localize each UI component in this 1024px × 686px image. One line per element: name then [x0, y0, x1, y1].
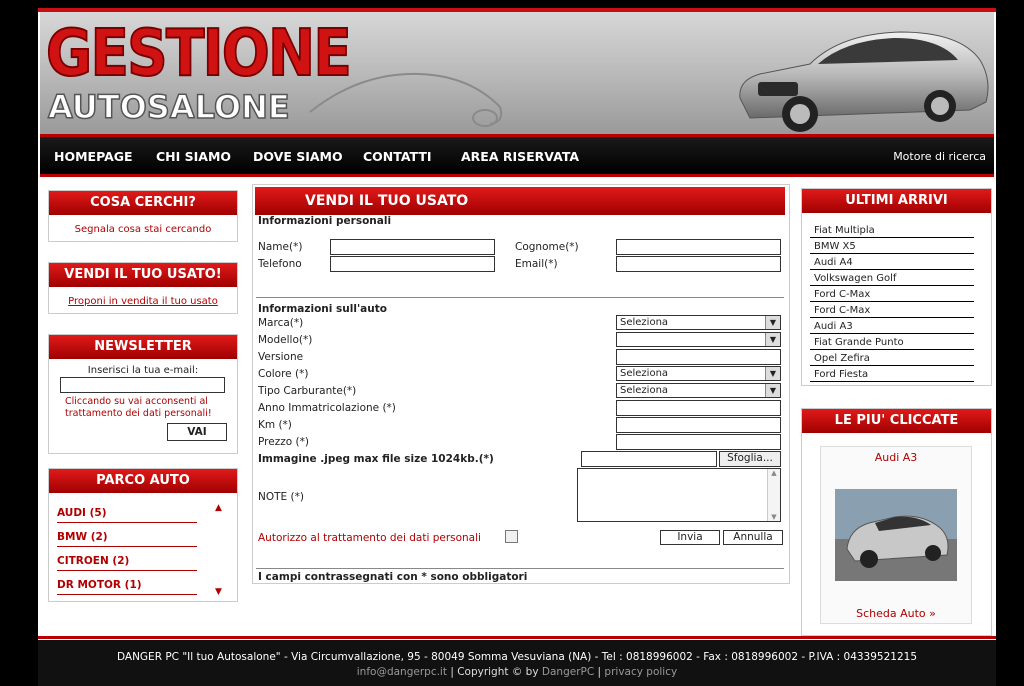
form-title: VENDI IL TUO USATO	[255, 187, 785, 215]
label-prezzo: Prezzo (*)	[258, 436, 309, 448]
chevron-down-icon: ▼	[765, 316, 780, 329]
parco-item-bmw[interactable]: BMW (2)	[57, 529, 197, 547]
versione-input[interactable]	[616, 349, 781, 365]
main-nav	[40, 137, 994, 174]
ultimi-arrivi-title: ULTIMI ARRIVI	[802, 189, 991, 213]
logo-gestione[interactable]: GESTIONE	[46, 17, 351, 91]
scroll-down-icon[interactable]: ▼	[771, 513, 777, 521]
ultimi-item[interactable]: Ford Fiesta	[810, 367, 974, 382]
colore-select-value: Seleziona	[620, 368, 669, 379]
proponi-link[interactable]: Proponi in vendita il tuo usato	[68, 296, 218, 307]
parco-auto-box	[48, 468, 238, 602]
carburante-select[interactable]	[616, 383, 781, 398]
newsletter-email-input[interactable]	[60, 377, 225, 393]
km-input[interactable]	[616, 417, 781, 433]
hero-car-image	[730, 20, 990, 134]
scheda-auto-link[interactable]: Scheda Auto »	[856, 607, 936, 620]
ultimi-item[interactable]: Ford C-Max	[810, 303, 974, 318]
name-input[interactable]	[330, 239, 495, 255]
ultimi-item[interactable]: Fiat Multipla	[810, 223, 974, 238]
label-email: Email(*)	[515, 258, 558, 270]
footer-sep: |	[597, 666, 602, 678]
annulla-button[interactable]: Annulla	[723, 530, 783, 545]
nav-homepage[interactable]: HOMEPAGE	[54, 149, 133, 164]
scroll-down-icon[interactable]: ▼	[215, 587, 222, 597]
note-textarea[interactable]	[577, 468, 781, 522]
file-path-input[interactable]	[581, 451, 717, 467]
label-cognome: Cognome(*)	[515, 241, 579, 253]
label-anno: Anno Immatricolazione (*)	[258, 402, 396, 414]
section-auto: Informazioni sull'auto	[258, 303, 387, 315]
featured-car-name[interactable]: Audi A3	[874, 451, 918, 464]
carburante-select-value: Seleziona	[620, 385, 669, 396]
footer-links	[38, 666, 996, 678]
section-personal: Informazioni personali	[258, 215, 392, 227]
cognome-input[interactable]	[616, 239, 781, 255]
chevron-down-icon: ▼	[765, 333, 780, 346]
prezzo-input[interactable]	[616, 434, 781, 450]
footer-brand[interactable]: DangerPC	[541, 666, 595, 678]
privacy-policy-link[interactable]: privacy policy	[604, 666, 678, 678]
chevron-down-icon: ▼	[765, 367, 780, 380]
car-outline-graphic	[300, 52, 520, 132]
footer-red-line	[38, 636, 996, 639]
textarea-scrollbar[interactable]: ▲ ▼	[767, 469, 780, 521]
ultimi-item[interactable]: Audi A3	[810, 319, 974, 334]
cosa-cerchi-title: COSA CERCHI?	[49, 191, 237, 215]
sfoglia-button[interactable]: Sfoglia...	[719, 451, 781, 467]
piu-cliccate-title: LE PIU' CLICCATE	[802, 409, 991, 433]
segnala-link[interactable]: Segnala cosa stai cercando	[74, 224, 212, 235]
marca-select-value: Seleziona	[620, 317, 669, 328]
footer-address: DANGER PC "Il tuo Autosalone" - Via Circumvallazione, 95 - 80049 Somma Vesuviana (NA) - Tel : 0818996002 - Fax : 0818996002 - P.IVA : 04339521215	[116, 651, 918, 663]
header-banner	[40, 12, 994, 134]
page	[38, 8, 996, 686]
autorizzo-checkbox[interactable]	[505, 530, 518, 543]
vendi-box	[48, 262, 238, 314]
marca-select[interactable]	[616, 315, 781, 330]
footer-email[interactable]: info@dangerpc.it	[356, 666, 447, 678]
anno-input[interactable]	[616, 400, 781, 416]
chevron-down-icon: ▼	[765, 384, 780, 397]
ultimi-item[interactable]: Opel Zefira	[810, 351, 974, 366]
ultimi-item[interactable]: Fiat Grande Punto	[810, 335, 974, 350]
label-immagine: Immagine .jpeg max file size 1024kb.(*)	[258, 453, 494, 465]
divider	[256, 568, 784, 569]
parco-auto-title: PARCO AUTO	[49, 469, 237, 493]
parco-item-drmotor[interactable]: DR MOTOR (1)	[57, 577, 197, 595]
label-km: Km (*)	[258, 419, 292, 431]
nav-contatti[interactable]: CONTATTI	[363, 149, 432, 164]
newsletter-title: NEWSLETTER	[49, 335, 237, 359]
label-note: NOTE (*)	[258, 491, 304, 503]
footer-copyright: | Copyright © by	[450, 666, 539, 678]
vendi-form	[252, 184, 790, 584]
piu-cliccate-box	[801, 408, 992, 636]
newsletter-notice: Cliccando su vai acconsenti al trattamento dei dati personali!	[65, 396, 212, 419]
modello-select[interactable]	[616, 332, 781, 347]
logo-autosalone[interactable]: AUTOSALONE	[48, 88, 290, 126]
label-colore: Colore (*)	[258, 368, 309, 380]
label-marca: Marca(*)	[258, 317, 304, 329]
nav-chi-siamo[interactable]: CHI SIAMO	[156, 149, 232, 164]
ultimi-item[interactable]: Volkswagen Golf	[810, 271, 974, 286]
label-name: Name(*)	[258, 241, 303, 253]
newsletter-box	[48, 334, 238, 454]
featured-car-photo[interactable]	[835, 489, 957, 581]
vai-button[interactable]: VAI	[167, 423, 227, 441]
nav-search-engine[interactable]: Motore di ricerca	[893, 150, 986, 163]
footer	[38, 640, 996, 686]
newsletter-prompt: Inserisci la tua e-mail:	[87, 365, 199, 376]
nav-area-riservata[interactable]: AREA RISERVATA	[461, 149, 580, 164]
ultimi-arrivi-box	[801, 188, 992, 386]
featured-car-card[interactable]	[820, 446, 972, 624]
ultimi-item[interactable]: Ford C-Max	[810, 287, 974, 302]
nav-dove-siamo[interactable]: DOVE SIAMO	[253, 149, 343, 164]
parco-item-citroen[interactable]: CITROEN (2)	[57, 553, 197, 571]
label-autorizzo: Autorizzo al trattamento dei dati personali	[258, 532, 481, 544]
label-carburante: Tipo Carburante(*)	[258, 385, 357, 397]
nav-red-line	[40, 174, 994, 177]
label-versione: Versione	[258, 351, 304, 363]
telefono-input[interactable]	[330, 256, 495, 272]
footnote: I campi contrassegnati con * sono obbligatori	[258, 571, 528, 583]
label-modello: Modello(*)	[258, 334, 313, 346]
cosa-cerchi-box	[48, 190, 238, 242]
ultimi-item[interactable]: Audi A4	[810, 255, 974, 270]
vendi-title: VENDI IL TUO USATO!	[49, 263, 237, 287]
ultimi-item[interactable]: BMW X5	[810, 239, 974, 254]
label-telefono: Telefono	[258, 258, 302, 270]
invia-button[interactable]: Invia	[660, 530, 720, 545]
scroll-up-icon[interactable]: ▲	[215, 503, 222, 513]
colore-select[interactable]	[616, 366, 781, 381]
divider	[256, 297, 784, 298]
parco-item-audi[interactable]: AUDI (5)	[57, 505, 197, 523]
email-input[interactable]	[616, 256, 781, 272]
